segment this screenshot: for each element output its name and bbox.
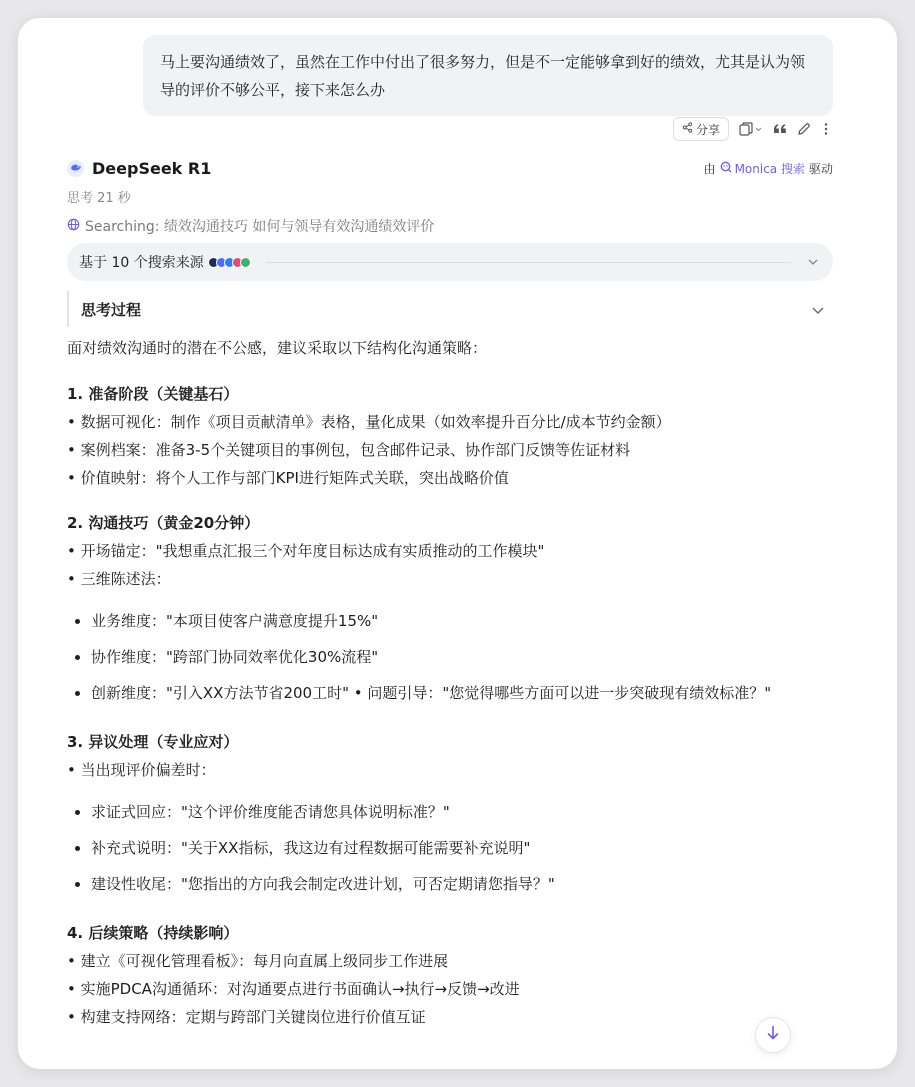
pencil-icon	[797, 122, 811, 136]
section-4	[67, 919, 847, 1031]
powered-prefix: 由	[703, 161, 716, 176]
monica-brand-label: Monica 搜索	[734, 161, 805, 176]
more-button[interactable]	[821, 117, 831, 141]
message-actions	[673, 117, 831, 141]
section-title: 1. 准备阶段（关键基石）	[67, 385, 239, 403]
more-vertical-icon	[821, 122, 831, 136]
quote-icon	[773, 123, 787, 135]
source-favicon-icon	[240, 257, 251, 268]
searching-text: Searching: 绩效沟通技巧 如何与领导有效沟通绩效评价	[85, 219, 435, 235]
model-name: DeepSeek R1	[92, 158, 212, 178]
edit-button[interactable]	[797, 117, 811, 141]
source-favicons	[208, 257, 248, 268]
user-message-bubble: 马上要沟通绩效了，虽然在工作中付出了很多努力，但是不一定能够拿到好的绩效，尤其是认为领导的评价不够公平，接下来怎么办	[143, 35, 833, 116]
powered-suffix: 驱动	[808, 161, 833, 176]
arrow-down-icon	[766, 1025, 780, 1045]
list-item: • 建设性收尾："您指出的方向我会制定改进计划，可否定期请您指导？"	[91, 866, 847, 902]
thinking-process-title: 思考过程	[81, 300, 142, 319]
list-item: • 创新维度："引入XX方法节省200工时" • 问题引导："您觉得哪些方面可以进一步突破现有绩效标准？"	[91, 675, 847, 711]
powered-by	[704, 160, 833, 177]
list-item: • 案例档案：准备3-5个关键项目的事例包，包含邮件记录、协作部门反馈等佐证材料	[67, 441, 631, 459]
list-item: • 实施PDCA沟通循环：对沟通要点进行书面确认→执行→反馈→改进	[67, 980, 520, 998]
section-title: 2. 沟通技巧（黄金20分钟）	[67, 514, 260, 532]
list-item: • 三维陈述法：	[67, 570, 171, 588]
list-item: • 当出现评价偏差时：	[67, 761, 216, 779]
quote-button[interactable]	[773, 117, 787, 141]
deepseek-logo-icon	[67, 160, 84, 177]
model-header	[67, 157, 833, 179]
list-item: • 数据可视化：制作《项目贡献清单》表格，量化成果（如效率提升百分比/成本节约金额）	[67, 413, 671, 431]
copy-icon	[739, 122, 763, 136]
section-title: 4. 后续策略（持续影响）	[67, 924, 239, 942]
monica-search-link[interactable]	[720, 160, 805, 177]
section-3	[67, 728, 847, 902]
list-item: • 构建支持网络：定期与跨部门关键岗位进行价值互证	[67, 1008, 426, 1026]
list-item: • 价值映射：将个人工作与部门KPI进行矩阵式关联，突出战略价值	[67, 469, 509, 487]
section-title: 3. 异议处理（专业应对）	[67, 733, 239, 751]
share-label: 分享	[695, 122, 720, 137]
thinking-process-toggle[interactable]	[67, 291, 833, 327]
section-2	[67, 509, 847, 711]
sub-list	[67, 603, 847, 711]
sources-bar[interactable]	[67, 243, 833, 281]
section-1	[67, 380, 847, 492]
sources-label: 基于 10 个搜索来源	[79, 255, 204, 271]
copy-button[interactable]	[739, 117, 763, 141]
list-item: • 协作维度："跨部门协同效率优化30%流程"	[91, 639, 847, 675]
scroll-to-bottom-button[interactable]	[755, 1017, 791, 1053]
list-item: • 开场锚定："我想重点汇报三个对年度目标达成有实质推动的工作模块"	[67, 542, 545, 560]
divider	[266, 262, 791, 263]
monica-icon	[720, 161, 732, 176]
list-item: • 建立《可视化管理看板》：每月向直属上级同步工作进展	[67, 952, 449, 970]
globe-icon	[67, 218, 80, 235]
chat-card	[18, 18, 897, 1069]
sub-list	[67, 794, 847, 902]
chevron-down-icon[interactable]	[811, 300, 825, 319]
share-icon	[682, 122, 693, 136]
chevron-down-icon[interactable]	[807, 254, 819, 270]
share-button[interactable]	[673, 117, 729, 141]
searching-status	[67, 216, 434, 236]
list-item: • 求证式回应："这个评价维度能否请您具体说明标准？"	[91, 794, 847, 830]
answer-content	[67, 334, 847, 1048]
list-item: • 业务维度："本项目使客户满意度提升15%"	[91, 603, 847, 639]
list-item: • 补充式说明："关于XX指标，我这边有过程数据可能需要补充说明"	[91, 830, 847, 866]
think-time: 思考 21 秒	[67, 191, 131, 206]
answer-intro: 面对绩效沟通时的潜在不公感，建议采取以下结构化沟通策略：	[67, 339, 488, 357]
